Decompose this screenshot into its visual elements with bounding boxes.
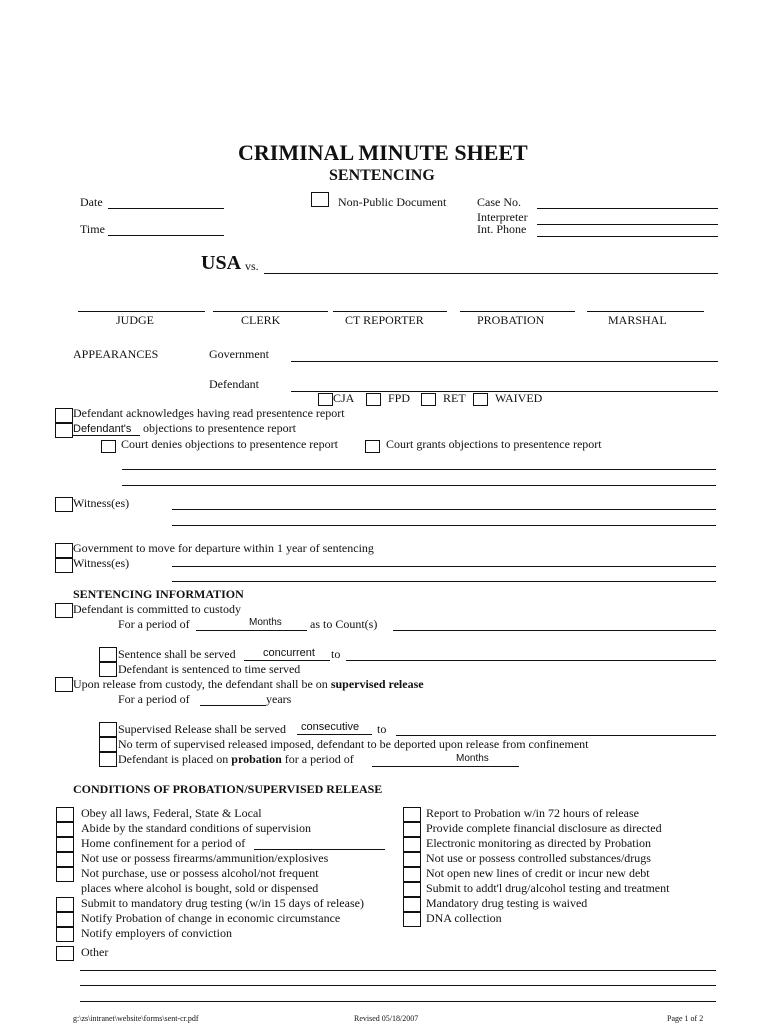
for-period-label-2: For a period of (118, 692, 190, 706)
cja-label: CJA (333, 391, 355, 405)
supervised-served-value[interactable]: consecutive (301, 721, 360, 733)
defendant-label: Defendant (209, 377, 259, 391)
objections-note-line-1[interactable] (122, 469, 716, 470)
no-term-label: No term of supervised released imposed, defendant to be deported upon release from confinement (118, 737, 589, 751)
vs-label: vs. (245, 259, 259, 273)
condition-home-confinement-checkbox[interactable] (56, 837, 74, 852)
condition-other-checkbox[interactable] (56, 946, 74, 961)
supervised-served-field[interactable] (297, 734, 372, 735)
page-subtitle: SENTENCING (329, 167, 435, 184)
clerk-label: CLERK (241, 313, 281, 327)
government-move-checkbox[interactable] (55, 543, 73, 558)
condition-notify-economic-label: Notify Probation of change in economic circumstance (81, 911, 341, 925)
case-no-field[interactable] (537, 208, 718, 209)
objections-party-value[interactable]: Defendant's (73, 423, 132, 435)
footer-revised: Revised 05/18/2007 (354, 1014, 419, 1023)
condition-report-72h-checkbox[interactable] (403, 807, 421, 822)
witness-checkbox[interactable] (55, 497, 73, 512)
condition-no-alcohol-label: Not purchase, use or possess alcohol/not frequent (81, 866, 319, 880)
time-field[interactable] (108, 235, 224, 236)
departure-witness-checkbox[interactable] (55, 558, 73, 573)
condition-addtl-testing-label: Submit to addt'l drug/alcohol testing and treatment (426, 881, 670, 895)
served-to-field[interactable] (346, 660, 716, 661)
condition-financial-disclosure-label: Provide complete financial disclosure as directed (426, 821, 662, 835)
condition-no-firearms-checkbox[interactable] (56, 852, 74, 867)
objections-party-field[interactable] (72, 435, 140, 436)
condition-electronic-monitoring-checkbox[interactable] (403, 837, 421, 852)
probation-period-field[interactable] (372, 766, 452, 767)
court-grants-checkbox[interactable] (365, 440, 380, 453)
witness-line-2[interactable] (172, 525, 716, 526)
supervised-to-label: to (377, 722, 387, 736)
conditions-heading: CONDITIONS OF PROBATION/SUPERVISED RELEASE (73, 782, 383, 796)
other-line-3[interactable] (80, 1001, 716, 1002)
government-field[interactable] (291, 361, 718, 362)
condition-standard-conditions-label: Abide by the standard conditions of supervision (81, 821, 311, 835)
case-no-label: Case No. (477, 195, 521, 209)
condition-no-controlled-substances-checkbox[interactable] (403, 852, 421, 867)
footer-page: Page 1 of 2 (667, 1014, 704, 1023)
date-field[interactable] (108, 208, 224, 209)
condition-notify-economic-checkbox[interactable] (56, 912, 74, 927)
condition-standard-conditions-checkbox[interactable] (56, 822, 74, 837)
acknowledges-label: Defendant acknowledges having read presentence report (73, 406, 345, 420)
supervised-served-checkbox[interactable] (99, 722, 117, 737)
supervised-years-field[interactable] (200, 705, 266, 706)
waived-label: WAIVED (495, 391, 543, 405)
sentencing-info-heading: SENTENCING INFORMATION (73, 587, 244, 601)
defendant-name-field[interactable] (264, 273, 718, 274)
condition-home-confinement-label: Home confinement for a period of (81, 836, 246, 850)
ret-label: RET (443, 391, 466, 405)
witness-label: Witness(es) (73, 496, 130, 510)
served-label: Sentence shall be served (118, 647, 236, 661)
condition-no-alcohol-checkbox[interactable] (56, 867, 74, 882)
condition-dna-collection-checkbox[interactable] (403, 912, 421, 927)
objections-note-line-2[interactable] (122, 485, 716, 486)
court-grants-label: Court grants objections to presentence report (386, 437, 602, 451)
years-label: years (266, 692, 292, 706)
served-field[interactable] (244, 660, 330, 661)
no-term-checkbox[interactable] (99, 737, 117, 752)
time-served-label: Defendant is sentenced to time served (118, 662, 301, 676)
custody-months-value[interactable]: Months (249, 617, 282, 628)
custody-period-field[interactable] (196, 630, 307, 631)
condition-no-new-credit-label: Not open new lines of credit or incur new debt (426, 866, 650, 880)
fpd-checkbox[interactable] (366, 393, 381, 406)
condition-addtl-testing-checkbox[interactable] (403, 882, 421, 897)
witness-line-1[interactable] (172, 509, 716, 510)
nonpublic-label: Non-Public Document (338, 195, 447, 209)
marshal-field[interactable] (587, 311, 704, 312)
served-checkbox[interactable] (99, 647, 117, 662)
fpd-label: FPD (388, 391, 411, 405)
departure-witness-label: Witness(es) (73, 556, 130, 570)
condition-financial-disclosure-checkbox[interactable] (403, 822, 421, 837)
condition-obey-laws-label: Obey all laws, Federal, State & Local (81, 806, 262, 820)
int-phone-label: Int. Phone (477, 222, 527, 236)
served-value[interactable]: concurrent (263, 647, 315, 659)
condition-dna-collection-label: DNA collection (426, 911, 502, 925)
condition-drug-testing-label: Submit to mandatory drug testing (w/in 15 days of release) (81, 896, 364, 910)
ct-reporter-field[interactable] (333, 311, 447, 312)
probation-months-value[interactable]: Months (456, 753, 489, 764)
condition-alcohol-places-label: places where alcohol is bought, sold or dispensed (81, 881, 319, 895)
departure-witness-line-2[interactable] (172, 581, 716, 582)
court-denies-label: Court denies objections to presentence report (121, 437, 338, 451)
ct-reporter-label: CT REPORTER (345, 313, 424, 327)
time-served-checkbox[interactable] (99, 662, 117, 677)
counts-field[interactable] (393, 630, 716, 631)
court-denies-checkbox[interactable] (101, 440, 116, 453)
condition-other-label: Other (81, 945, 109, 959)
upon-release-label: Upon release from custody, the defendant shall be on supervised release (73, 677, 424, 691)
for-period-label: For a period of (118, 617, 190, 631)
judge-label: JUDGE (116, 313, 154, 327)
departure-witness-line-1[interactable] (172, 566, 716, 567)
condition-drug-testing-checkbox[interactable] (56, 897, 74, 912)
condition-testing-waived-checkbox[interactable] (403, 897, 421, 912)
government-label: Government (209, 347, 269, 361)
served-to-label: to (331, 647, 341, 661)
condition-obey-laws-checkbox[interactable] (56, 807, 74, 822)
interpreter-field[interactable] (537, 224, 718, 225)
probation-field[interactable] (460, 311, 575, 312)
other-line-1[interactable] (80, 970, 716, 971)
page-title: CRIMINAL MINUTE SHEET (238, 140, 528, 165)
condition-electronic-monitoring-label: Electronic monitoring as directed by Probation (426, 836, 651, 850)
int-phone-field[interactable] (537, 236, 718, 237)
clerk-field[interactable] (213, 311, 328, 312)
condition-notify-employers-checkbox[interactable] (56, 927, 74, 942)
probation-label-text: Defendant is placed on probation for a period of (118, 752, 354, 766)
judge-field[interactable] (78, 311, 205, 312)
time-label: Time (80, 222, 105, 236)
committed-checkbox[interactable] (55, 603, 73, 618)
government-move-label: Government to move for departure within 1 year of sentencing (73, 541, 374, 555)
other-line-2[interactable] (80, 985, 716, 986)
condition-testing-waived-label: Mandatory drug testing is waived (426, 896, 588, 910)
interpreter-label: Interpreter (477, 210, 528, 224)
condition-report-72h-label: Report to Probation w/in 72 hours of release (426, 806, 639, 820)
footer-path: g:\zs\intranet\website\forms\sent-cr.pdf (73, 1014, 199, 1023)
cja-checkbox[interactable] (318, 393, 333, 406)
condition-no-firearms-label: Not use or possess firearms/ammunition/explosives (81, 851, 329, 865)
objections-checkbox[interactable] (55, 423, 73, 438)
condition-no-controlled-substances-label: Not use or possess controlled substances/drugs (426, 851, 651, 865)
waived-checkbox[interactable] (473, 393, 488, 406)
condition-notify-employers-label: Notify employers of conviction (81, 926, 232, 940)
home-confinement-period-field[interactable] (254, 849, 385, 850)
date-label: Date (80, 195, 103, 209)
acknowledges-checkbox[interactable] (55, 408, 73, 423)
supervised-to-field[interactable] (396, 735, 716, 736)
probation-label: PROBATION (477, 313, 545, 327)
condition-no-new-credit-checkbox[interactable] (403, 867, 421, 882)
supervised-served-label: Supervised Release shall be served (118, 722, 286, 736)
probation-checkbox[interactable] (99, 752, 117, 767)
probation-unit-field[interactable] (452, 766, 519, 767)
as-to-counts-label: as to Count(s) (310, 617, 378, 631)
nonpublic-checkbox[interactable] (311, 192, 329, 207)
usa-label: USA (201, 252, 242, 274)
committed-label: Defendant is committed to custody (73, 602, 241, 616)
supervised-release-checkbox[interactable] (55, 677, 73, 692)
marshal-label: MARSHAL (608, 313, 667, 327)
appearances-label: APPEARANCES (73, 347, 159, 361)
ret-checkbox[interactable] (421, 393, 436, 406)
objections-label: objections to presentence report (143, 421, 296, 435)
